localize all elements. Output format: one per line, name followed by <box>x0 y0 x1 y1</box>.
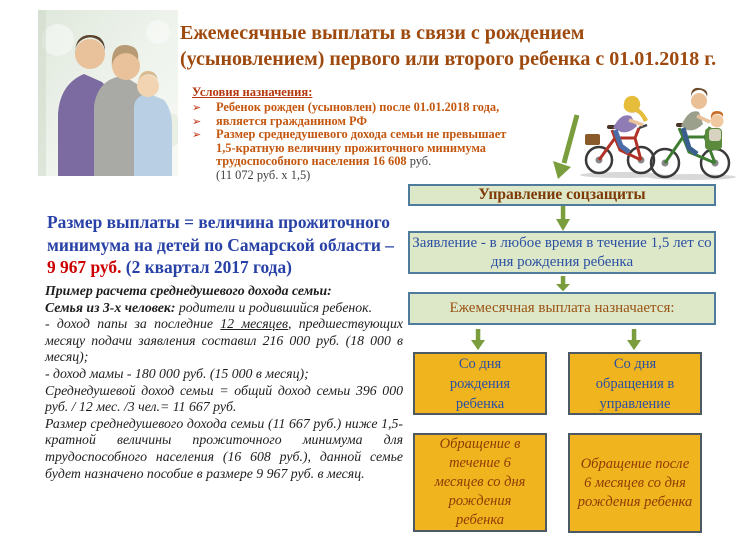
example-family-bold: Семья из 3-х человек: <box>45 299 179 315</box>
arrow-diagonal-down-icon <box>551 113 583 183</box>
arrow-down-icon <box>468 329 488 351</box>
example-conclusion: Размер среднедушевого дохода семьи (11 667 руб.) ниже 1,5-кратной величины прожиточного минимума для трудоспособного населения (16 608 руб.), данной семье будет назначено пособие в размере 9 967 руб. в месяц. <box>45 415 403 481</box>
conditions-block <box>192 85 514 183</box>
example-family-rest: родители и родившийся ребенок. <box>178 299 373 315</box>
example-income-dad <box>45 316 403 366</box>
example-family <box>45 300 403 317</box>
flow-box-from-birth <box>413 352 547 415</box>
example-block <box>45 283 403 482</box>
arrow-bullet-icon: ➢ <box>192 128 202 142</box>
payment-text-1: Размер выплаты = величина прожиточного минимума на детей по Самарской области – <box>47 212 394 255</box>
income-dad-pre: - доход папы за последние <box>45 316 221 332</box>
conditions-list <box>192 101 514 169</box>
condition-item <box>192 101 514 115</box>
payment-text-2: (2 квартал 2017 года) <box>121 257 292 277</box>
family-on-bicycles-clipart <box>577 72 737 180</box>
condition-item <box>192 128 514 169</box>
flow-box-from-request-label: Со дня обращения в управление <box>595 355 675 412</box>
flow-box-after-6-months <box>568 433 702 533</box>
arrow-bullet-icon: ➢ <box>192 114 202 128</box>
flow-box-assigned-label: Ежемесячная выплата назначается: <box>449 300 675 316</box>
payment-summary <box>47 211 403 279</box>
flow-box-within-6-months-label: Обращение в течение 6 месяцев со дня рождения ребенка <box>434 436 526 528</box>
flow-box-from-birth-label: Со дня рождения ребенка <box>449 355 511 412</box>
condition-text-suffix: руб. <box>406 154 432 169</box>
example-heading: Пример расчета среднедушевого дохода семьи: <box>45 283 332 298</box>
title-line-1: Ежемесячные выплаты в связи с рождением <box>180 22 585 44</box>
income-dad-post: , предшествующих месяцу подачи заявления составил 216 000 руб. (18 000 в месяц); <box>45 316 403 365</box>
example-income-mom: - доход мамы - 180 000 руб. (15 000 в месяц); <box>45 365 309 381</box>
flow-box-after-6-months-label: Обращение после 6 месяцев со дня рождения ребенка <box>577 455 693 510</box>
title-line-2: (усыновлением) первого или второго ребенка с 01.01.2018 г. <box>180 48 717 70</box>
flow-box-management <box>408 184 716 206</box>
arrow-bullet-icon: ➢ <box>192 101 202 114</box>
conditions-note: (11 072 руб. х 1,5) <box>216 167 311 182</box>
page-title <box>180 20 736 72</box>
example-average: Среднедушевой доход семьи = общий доход семьи 396 000 руб. / 12 мес. /3 чел.= 11 667 руб. <box>45 382 403 415</box>
flow-box-application <box>408 231 716 274</box>
condition-text <box>216 128 514 169</box>
conditions-heading: Условия назначения: <box>192 85 313 99</box>
arrow-down-icon <box>624 329 644 351</box>
flow-box-within-6-months <box>413 433 547 532</box>
condition-text: Ребенок рожден (усыновлен) после 01.01.2018 года, <box>216 100 500 114</box>
arrow-down-icon <box>553 276 573 292</box>
condition-text: является гражданином РФ <box>216 113 367 128</box>
income-dad-underline: 12 месяцев <box>220 316 288 332</box>
arrow-down-icon <box>553 206 573 232</box>
flow-box-assigned <box>408 292 716 325</box>
family-with-baby-photo <box>38 10 178 176</box>
flow-box-management-label: Управление соцзащиты <box>478 186 646 203</box>
condition-item <box>192 115 514 129</box>
condition-text-main: Размер среднедушевого дохода семьи не превышает 1,5-кратную величину прожиточного минимума трудоспособного населения 16 608 <box>216 127 507 169</box>
flow-box-from-request <box>568 352 702 415</box>
flow-box-application-label: Заявление - в любое время в течение 1,5 лет со дня рождения ребенка <box>412 234 712 270</box>
payment-amount: 9 967 руб. <box>47 257 122 277</box>
